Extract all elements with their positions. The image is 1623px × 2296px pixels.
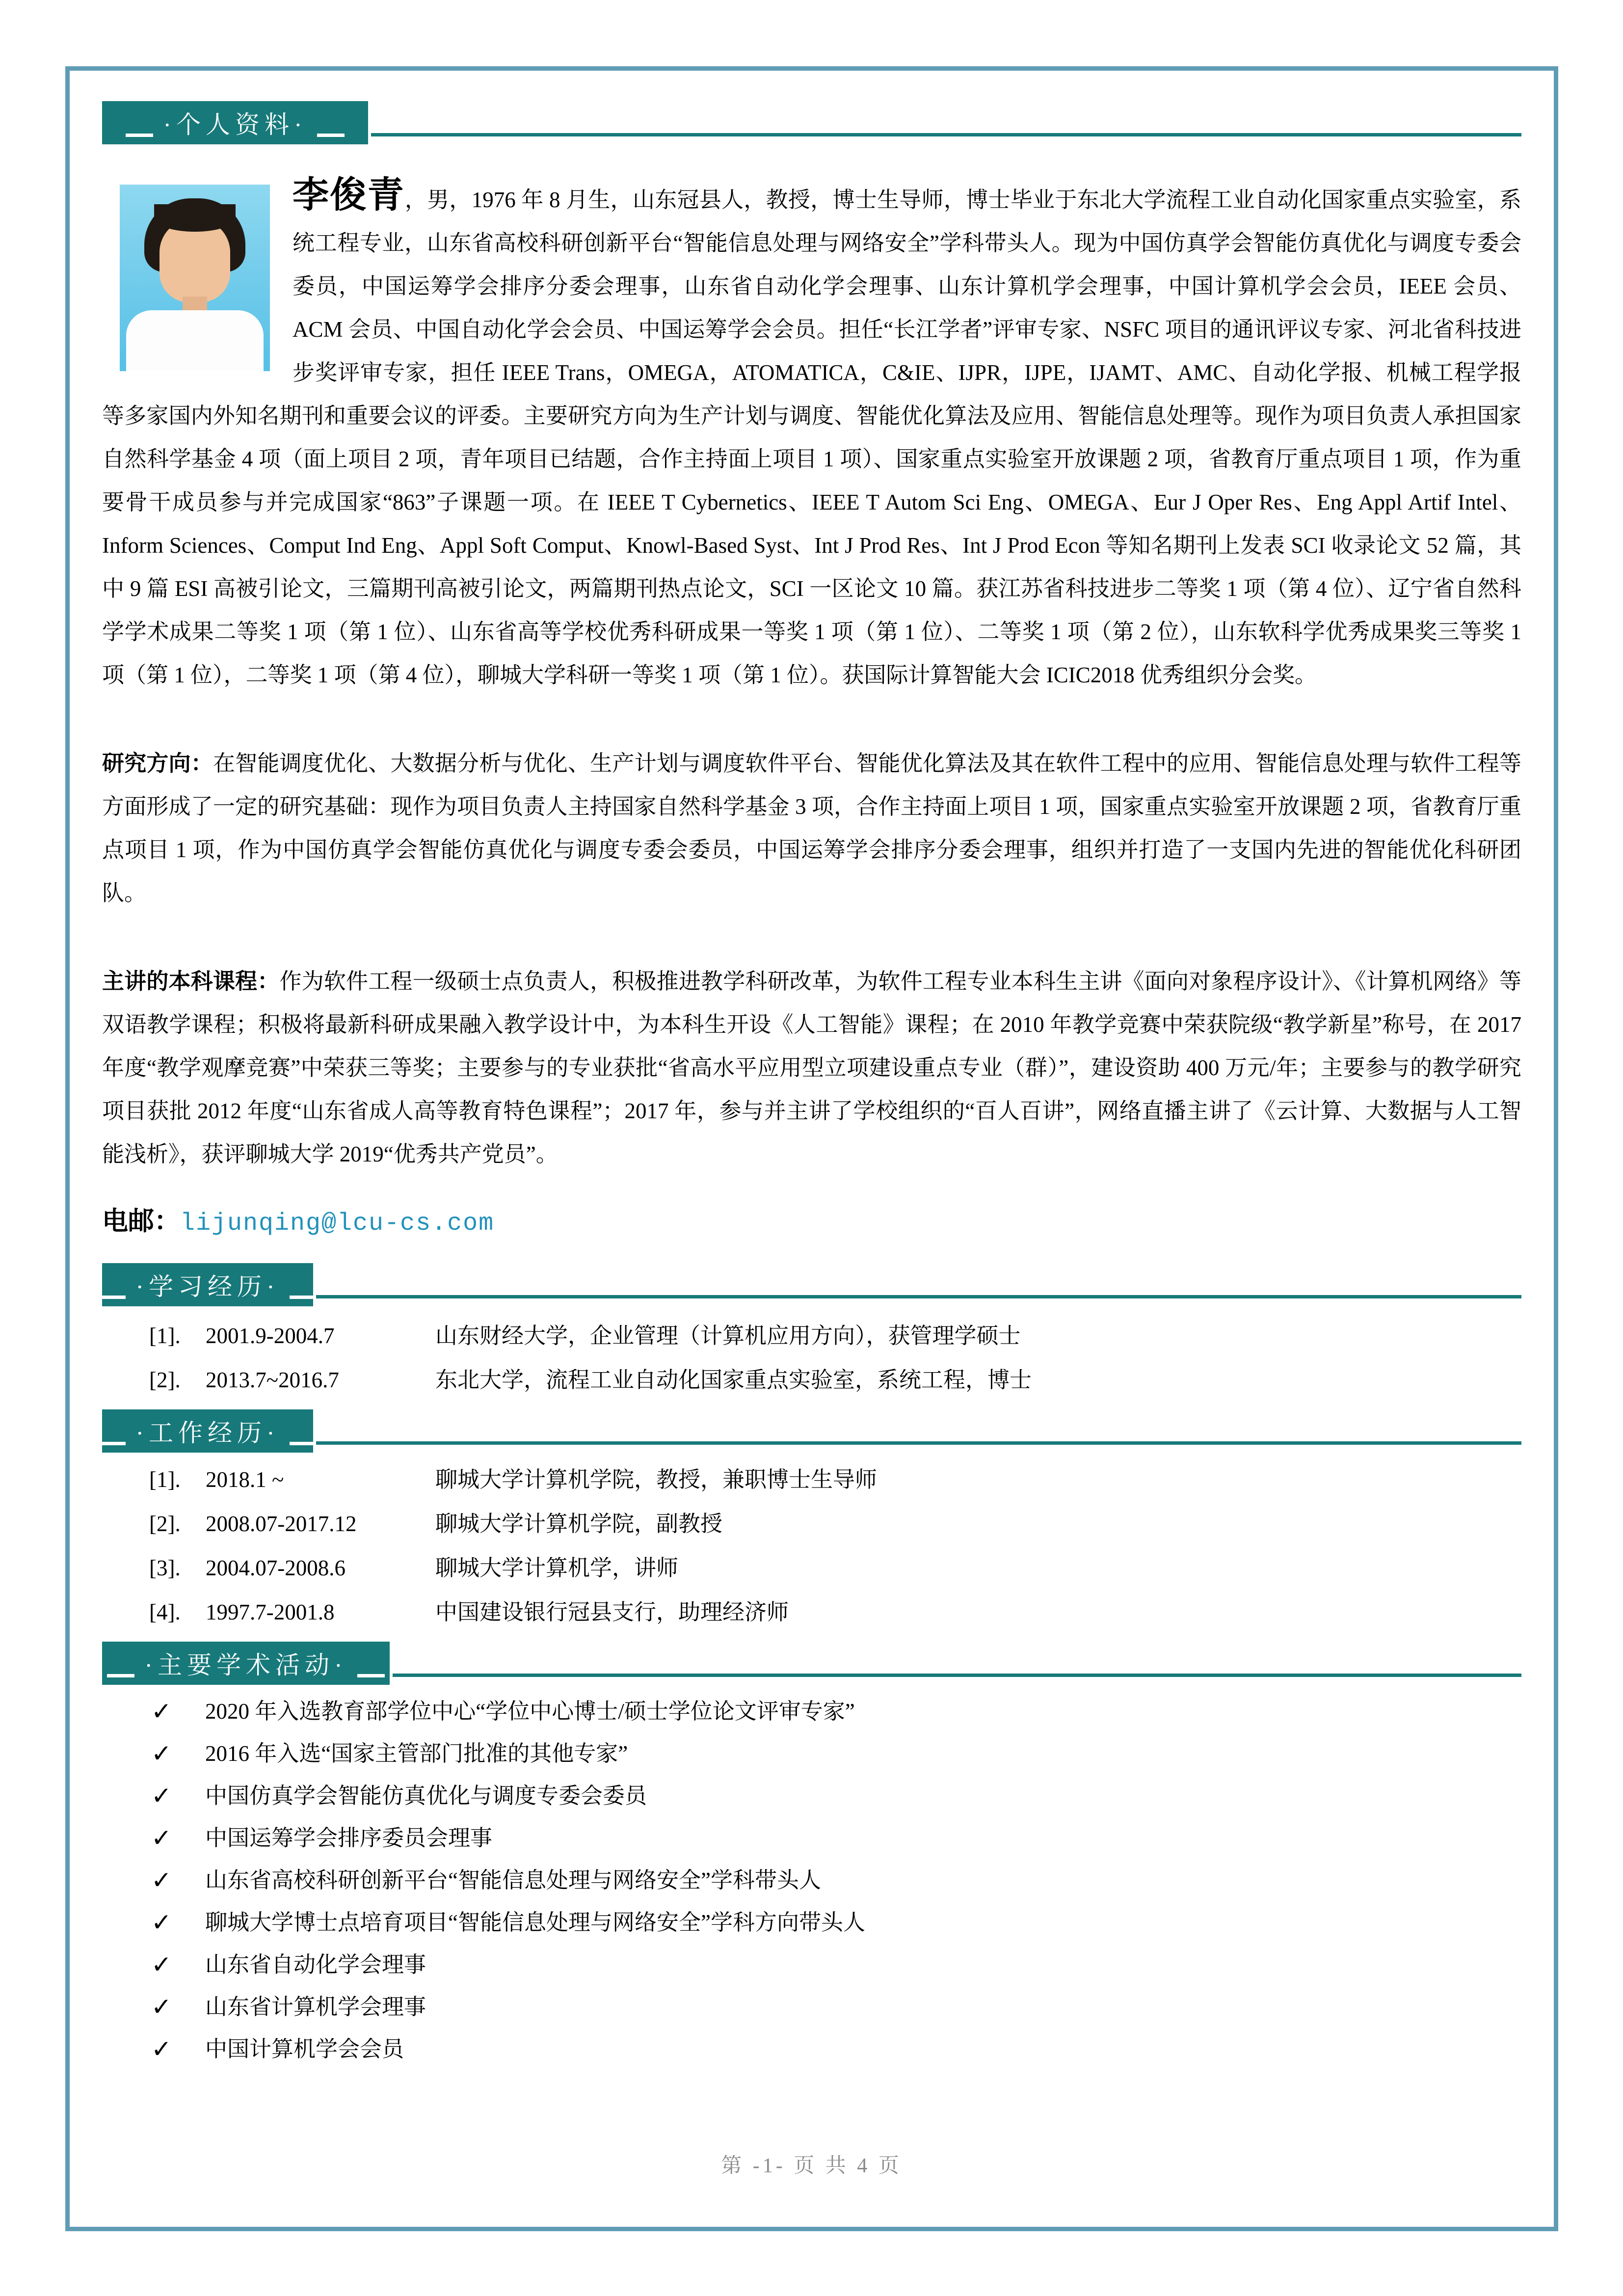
work-row-date: 2008.07-2017.12 (206, 1512, 357, 1536)
section-head-work (102, 1409, 1521, 1453)
education-row-no: [1]. (149, 1324, 181, 1348)
email-label: 电邮： (102, 1207, 180, 1236)
courses-paragraph (102, 960, 1521, 1176)
research-text: 在智能调度优化、大数据分析与优化、生产计划与调度软件平台、智能优化算法及其在软件工程中的应用、智能信息处理与软件工程等方面形成了一定的研究基础：现作为项目负责人主持国家自然科学基金 3 项，合作主持面上项目 1 项，国家重点实验室开放课题 2 项，省教育厅重点项目 1 项，作为中国仿真学会智能仿真优化与调度专委会委员，中国运筹学会排序分委会理事，组织并打造了一支国内先进的智能优化科研团队。 (102, 751, 1521, 905)
education-row-date: 2013.7~2016.7 (206, 1368, 339, 1392)
section-rule-work (316, 1441, 1521, 1445)
person-name: 李俊青 (293, 175, 405, 216)
research-paragraph (102, 742, 1521, 915)
work-row (149, 1597, 1521, 1627)
education-list (149, 1321, 1521, 1395)
section-banner-personal-label: ·个人资料· (163, 111, 307, 138)
profile-paragraph (102, 174, 1521, 697)
work-row (149, 1465, 1521, 1494)
work-row-date: 1997.7-2001.8 (206, 1600, 335, 1624)
activity-item (151, 1824, 1521, 1852)
activity-text: 中国计算机学会会员 (205, 2037, 404, 2061)
checkmark-icon: ✓ (151, 1697, 172, 1726)
photo-fringe-shape (154, 204, 236, 232)
education-row-date: 2001.9-2004.7 (206, 1324, 335, 1348)
activity-text: 2020 年入选教育部学位中心“学位中心博士/硕士学位论文评审专家” (205, 1699, 855, 1724)
activity-item (151, 1908, 1521, 1937)
work-row (149, 1509, 1521, 1539)
courses-text: 作为软件工程一级硕士点负责人，积极推进教学科研改革，为软件工程专业本科生主讲《面向对象程序设计》、《计算机网络》等双语教学课程；积极将最新科研成果融入教学设计中，为本科生开设《人工智能》课程；在 2010 年教学竞赛中荣获院级“教学新星”称号，在 2017 年度“教学观摩竞赛”中荣获三等奖；主要参与的专业获批“省高水平应用型立项建设重点专业（群）”，建设资助 400 万元/年；主要参与的教学研究项目获批 2012 年度“山东省成人高等教育特色课程”；2017 年，参与并主讲了学校组织的“百人百讲”，网络直播主讲了《云计算、大数据与人工智能浅析》，获评聊城大学 2019“优秀共产党员”。 (102, 969, 1521, 1166)
checkmark-icon: ✓ (151, 1739, 172, 1768)
section-rule-education (316, 1295, 1521, 1298)
activity-item (151, 1697, 1521, 1726)
research-label: 研究方向： (102, 751, 213, 776)
education-row-desc: 东北大学，流程工业自动化国家重点实验室，系统工程，博士 (435, 1368, 1032, 1392)
checkmark-icon: ✓ (151, 1993, 172, 2021)
checkmark-icon: ✓ (151, 2035, 172, 2063)
section-banner-activities (102, 1642, 390, 1685)
work-row-no: [3]. (149, 1556, 181, 1580)
courses-label: 主讲的本科课程： (102, 969, 280, 994)
section-banner-work (102, 1409, 313, 1453)
work-row-no: [2]. (149, 1512, 181, 1536)
activity-item (151, 1993, 1521, 2021)
section-head-education (102, 1263, 1521, 1306)
profile-intro-text: ，男，1976 年 8 月生，山东冠县人，教授，博士生导师，博士毕业于东北大学流程工业自动化国家重点实验室，系统工程专业，山东省高校科研创新平台“智能信息处理与网络安全”学科带头人。现为中国仿真学会智能仿真优化与调度专委会委员，中国运筹学会排序分委会理事，山东省自动化学会理事、山东计算机学会理事，中国计算机学会会员，IEEE 会员、ACM 会员、中国自动化学会会员、中国运筹学会会员。担任“长江学者”评审专家、NSFC 项目的通讯评议专家、河北省科技进步奖评审专家，担任 IEEE Trans，OMEGA，ATOMATICA，C&IE、IJPR，IJPE，IJAMT、AMC、自动化学报、机械工程学报等多家国内外知名期刊和重要会议的评委。主要研究方向为生产计划与调度、智能优化算法及应用、智能信息处理等。现作为项目负责人承担国家自然科学基金 4 项（面上项目 2 项，青年项目已结题，合作主持面上项目 1 项）、国家重点实验室开放课题 2 项，省教育厅重点项目 1 项，作为重要骨干成员参与并完成国家“863”子课题一项。在 IEEE T Cybernetics、IEEE T Autom Sci Eng、OMEGA、Eur J Oper Res、Eng Appl Artif Intel、Inform Sciences、Comput Ind Eng、Appl Soft Comput、Knowl-Based Syst、Int J Prod Res、Int J Prod Econ 等知名期刊上发表 SCI 收录论文 52 篇，其中 9 篇 ESI 高被引论文，三篇期刊高被引论文，两篇期刊热点论文，SCI 一区论文 10 篇。获江苏省科技进步二等奖 1 项（第 4 位）、辽宁省自然科学学术成果二等奖 1 项（第 1 位）、山东省高等学校优秀科研成果一等奖 1 项（第 1 位）、二等奖 1 项（第 2 位），山东软科学优秀成果奖三等奖 1 项（第 1 位），二等奖 1 项（第 4 位），聊城大学科研一等奖 1 项（第 1 位）。获国际计算智能大会 ICIC2018 优秀组织分会奖。 (102, 188, 1521, 687)
activity-text: 中国仿真学会智能仿真优化与调度专委会委员 (205, 1783, 647, 1808)
education-row (149, 1365, 1521, 1395)
section-rule-activities (393, 1674, 1521, 1677)
work-row (149, 1553, 1521, 1583)
email-row (102, 1204, 1521, 1241)
activity-item (151, 2035, 1521, 2063)
page-border-frame (65, 66, 1558, 2231)
activity-item (151, 1950, 1521, 1979)
education-row (149, 1321, 1521, 1351)
checkmark-icon: ✓ (151, 1782, 172, 1810)
work-row-no: [1]. (149, 1467, 181, 1492)
education-row-no: [2]. (149, 1368, 181, 1392)
checkmark-icon: ✓ (151, 1866, 172, 1894)
education-row-desc: 山东财经大学，企业管理（计算机应用方向），获管理学硕士 (435, 1324, 1021, 1348)
section-banner-education-label: ·学习经历· (135, 1273, 280, 1300)
activities-list (151, 1697, 1521, 2063)
section-banner-education (102, 1263, 313, 1306)
work-row-date: 2018.1 ~ (206, 1467, 284, 1492)
activity-item (151, 1866, 1521, 1894)
profile-photo (120, 185, 270, 371)
activity-text: 山东省高校科研创新平台“智能信息处理与网络安全”学科带头人 (205, 1868, 821, 1892)
checkmark-icon: ✓ (151, 1950, 172, 1979)
work-row-date: 2004.07-2008.6 (206, 1556, 346, 1580)
section-banner-activities-label: ·主要学术活动· (144, 1651, 347, 1679)
section-banner-personal (102, 101, 368, 144)
page-footer: 第 -1- 页 共 4 页 (721, 2155, 902, 2177)
activity-item (151, 1782, 1521, 1810)
work-row-desc: 聊城大学计算机学院，教授，兼职博士生导师 (435, 1467, 878, 1492)
activity-text: 2016 年入选“国家主管部门批准的其他专家” (205, 1741, 628, 1766)
checkmark-icon: ✓ (151, 1908, 172, 1937)
section-banner-work-label: ·工作经历· (135, 1419, 280, 1447)
work-row-desc: 中国建设银行冠县支行，助理经济师 (435, 1600, 789, 1624)
activity-text: 山东省计算机学会理事 (205, 1995, 426, 2019)
activity-text: 中国运筹学会排序委员会理事 (205, 1826, 493, 1850)
section-head-personal (102, 101, 1521, 144)
work-row-desc: 聊城大学计算机学，讲师 (435, 1556, 679, 1580)
work-row-no: [4]. (149, 1600, 181, 1624)
page-content (70, 71, 1554, 2063)
checkmark-icon: ✓ (151, 1824, 172, 1852)
photo-shirt-shape (126, 310, 264, 371)
work-list (149, 1465, 1521, 1627)
section-rule-personal (371, 133, 1521, 136)
work-row-desc: 聊城大学计算机学院，副教授 (435, 1512, 723, 1536)
section-head-activities (102, 1642, 1521, 1685)
email-link[interactable]: lijunqing@lcu-cs.com (180, 1210, 495, 1238)
activity-text: 聊城大学博士点培育项目“智能信息处理与网络安全”学科方向带头人 (205, 1910, 865, 1935)
activity-text: 山东省自动化学会理事 (205, 1952, 426, 1977)
activity-item (151, 1739, 1521, 1768)
